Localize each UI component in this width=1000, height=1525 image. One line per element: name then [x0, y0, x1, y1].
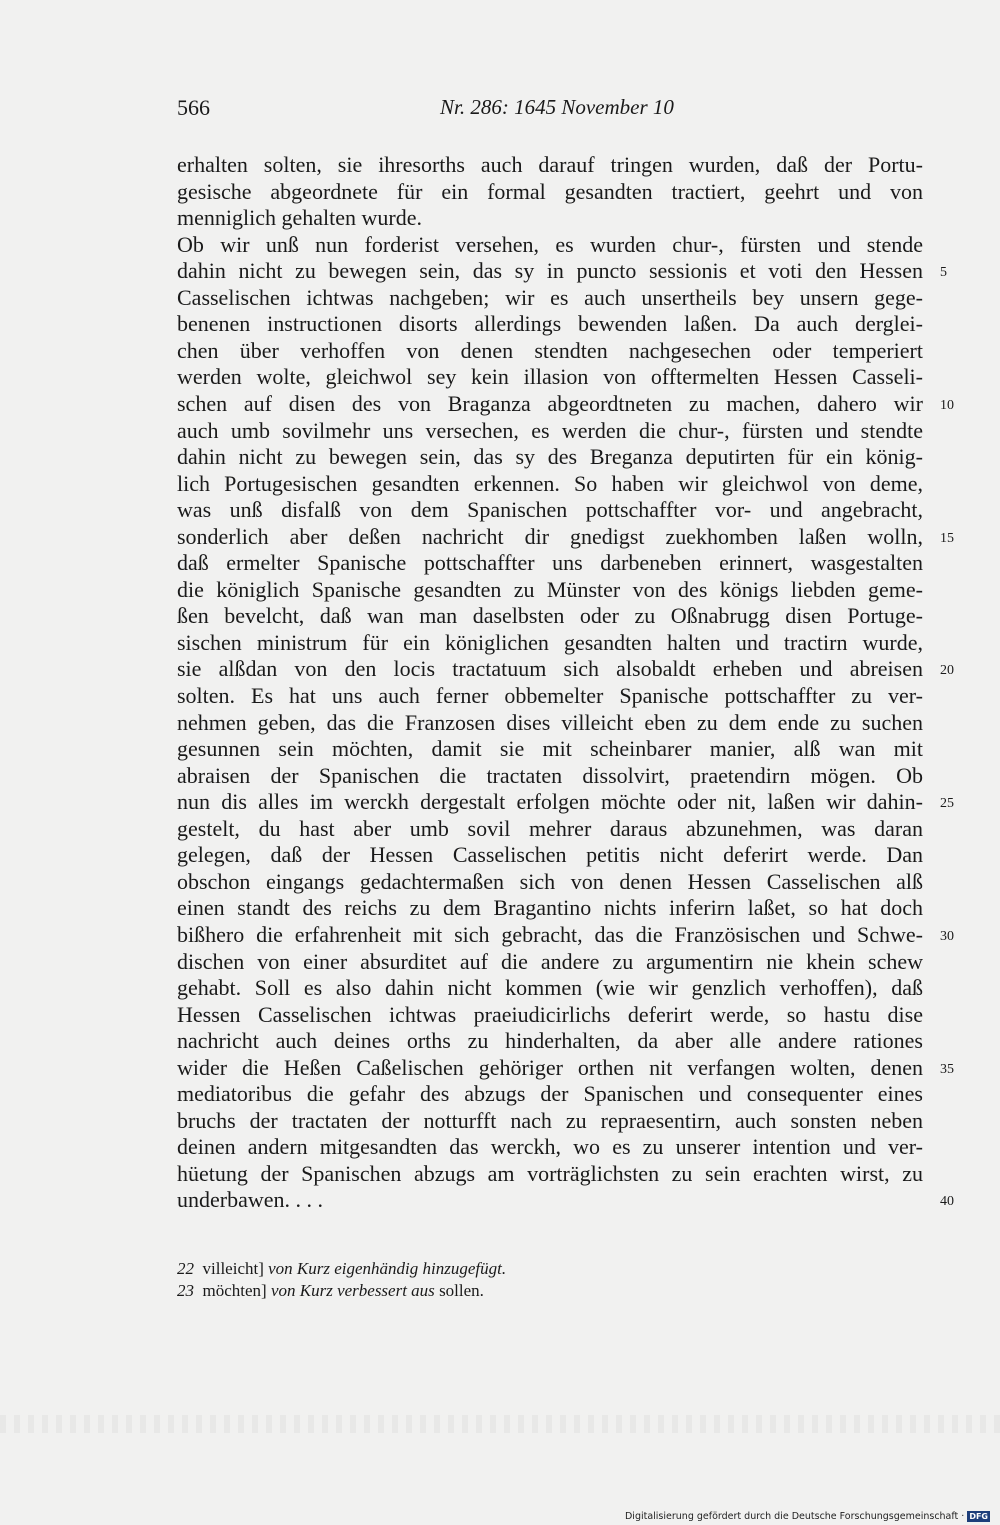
- text-line: bruchs der tractaten der notturfft nach zu repraesentirn, auch sonsten neben: [177, 1107, 923, 1133]
- text-line: chen über verhoffen von denen stendten nachgesechen oder temperiert: [177, 337, 923, 363]
- text-line: underbawen. . . .: [177, 1187, 324, 1213]
- text-line: die königlich Spanische gesandten zu Münster von des königs liebden geme-: [177, 576, 923, 602]
- text-line: sischen ministrum für ein königlichen gesandten halten und tractirn wurde,: [177, 629, 923, 655]
- text-line: obschon eingangs gedachtermaßen sich von denen Hessen Casselischen alß: [177, 868, 923, 894]
- footnote-note: von Kurz verbessert aus: [270, 1281, 435, 1300]
- margin-line-number: 35: [940, 1061, 954, 1077]
- text-line: nachricht auch deines orths zu hinderhalten, da aber alle andere rationes: [177, 1028, 923, 1054]
- text-line: gestelt, du hast aber umb sovil mehrer daraus abzunehmen, was daran: [177, 815, 923, 841]
- footnote: [177, 1259, 506, 1279]
- text-line: sie alßdan von den locis tractatuum sich alsobaldt erheben und abreisen: [177, 656, 923, 682]
- text-line: deinen andern mitgesandten das werckh, wo es zu unserer intention und ver-: [177, 1134, 923, 1160]
- text-line: einen standt des reichs zu dem Bragantino nichts inferirn laßet, so hat doch: [177, 895, 923, 921]
- margin-line-number: 15: [940, 530, 954, 546]
- text-line: Casselischen ichtwas nachgeben; wir es auch unsertheils bey unsern gege-: [177, 284, 923, 310]
- credit-text: Digitalisierung gefördert durch die Deutsche Forschungsgemeinschaft: [624, 1511, 959, 1522]
- dfg-logo-icon: DFG: [969, 1512, 988, 1521]
- text-line: ßen bevelcht, daß wan man daselbsten oder zu Oßnabrugg disen Portuge-: [177, 603, 923, 629]
- margin-line-number: 30: [940, 928, 954, 944]
- text-line: schen auf disen des von Braganza abgeordtneten zu machen, dahero wir: [177, 390, 923, 416]
- text-line: nun dis alles im werckh dergestalt erfolgen möchte oder nit, laßen wir dahin-: [177, 789, 923, 815]
- text-line: gehabt. Soll es also dahin nicht kommen (wie wir genzlich verhoffen), daß: [177, 975, 923, 1001]
- margin-line-number: 10: [940, 397, 954, 413]
- text-line: wider die Heßen Caßelischen gehöriger orthen nit verfangen wolten, denen: [177, 1054, 923, 1080]
- text-line: werden wolte, gleichwol sey kein illasion von offtermelten Hessen Casseli-: [177, 364, 923, 390]
- running-head: Nr. 286: 1645 November 10: [440, 95, 674, 119]
- text-line: dischen von einer absurditet auf die andere zu argumentirn nie khein schew: [177, 948, 923, 974]
- text-line: dahin nicht zu bewegen sein, das sy in puncto sessionis et voti den Hessen: [177, 258, 923, 284]
- text-line: hüetung der Spanischen abzugs am vorträglichsten zu sein erachten wirst, zu: [177, 1160, 923, 1186]
- footnote-reading: sollen.: [439, 1281, 484, 1300]
- text-line: gelegen, daß der Hessen Casselischen petitis nicht deferirt werde. Dan: [177, 842, 923, 868]
- text-line: bißhero die erfahrenheit mit sich gebracht, das die Französischen und Schwe-: [177, 921, 923, 947]
- text-line: Hessen Casselischen ichtwas praeiudicirlichs deferirt werde, so hastu dise: [177, 1001, 923, 1027]
- text-line: menniglich gehalten wurde.: [177, 205, 422, 231]
- footnote: [177, 1281, 484, 1301]
- text-line: benenen instructionen disorts allerdings bewenden laßen. Da auch derglei-: [177, 311, 923, 337]
- text-line: erhalten solten, sie ihresorths auch darauf tringen wurden, daß der Portu-: [177, 152, 923, 177]
- text-line: mediatoribus die gefahr des abzugs der Spanischen und consequenter eines: [177, 1081, 923, 1107]
- text-line: nehmen geben, das die Franzosen dises villeicht eben zu dem ende zu suchen: [177, 709, 923, 735]
- footnote-number: 23: [177, 1281, 194, 1300]
- text-line: lich Portugesischen gesandten erkennen. So haben wir gleichwol von deme,: [177, 470, 923, 496]
- text-line: daß ermelter Spanische pottschaffter uns darbeneben erinnert, wasgestalten: [177, 550, 923, 576]
- text-line: gesische abgeordnete für ein formal gesandten tractiert, geehrt und von: [177, 178, 923, 204]
- footnote-note: von Kurz eigenhändig hinzugefügt.: [268, 1259, 507, 1278]
- text-line: dahin nicht zu bewegen sein, das sy des Breganza deputirten für ein könig-: [177, 444, 923, 470]
- text-line: gesunnen sein möchten, damit sie mit scheinbarer manier, alß wan mit: [177, 736, 923, 762]
- footnote-lemma: villeicht]: [202, 1259, 264, 1278]
- text-line: sonderlich aber deßen nachricht dir gnedigst zuekhomben laßen wolln,: [177, 523, 923, 549]
- dfg-credit: Digitalisierung gefördert durch die Deutsche Forschungsgemeinschaft · DFG: [624, 1511, 988, 1522]
- text-line: Ob wir unß nun forderist versehen, es wurden chur-, fürsten und stende: [177, 231, 923, 257]
- margin-line-number: 5: [940, 265, 947, 281]
- margin-line-number: 20: [940, 663, 954, 679]
- page-number: 566: [177, 95, 210, 120]
- text-line: was unß disfalß von dem Spanischen pottschaffter vor- und angebracht,: [177, 497, 923, 523]
- margin-line-number: 25: [940, 796, 954, 812]
- scan-artifact: [0, 1415, 1000, 1433]
- text-line: abraisen der Spanischen die tractaten dissolvirt, praetendirn mögen. Ob: [177, 762, 923, 788]
- text-line: solten. Es hat uns auch ferner obbemelter Spanische pottschaffter zu ver-: [177, 683, 923, 708]
- text-line: auch umb sovilmehr uns versechen, es werden die chur-, fürsten und stendte: [177, 417, 923, 443]
- footnote-lemma: möchten]: [202, 1281, 267, 1300]
- margin-line-number: 40: [940, 1194, 954, 1210]
- footnote-number: 22: [177, 1259, 194, 1278]
